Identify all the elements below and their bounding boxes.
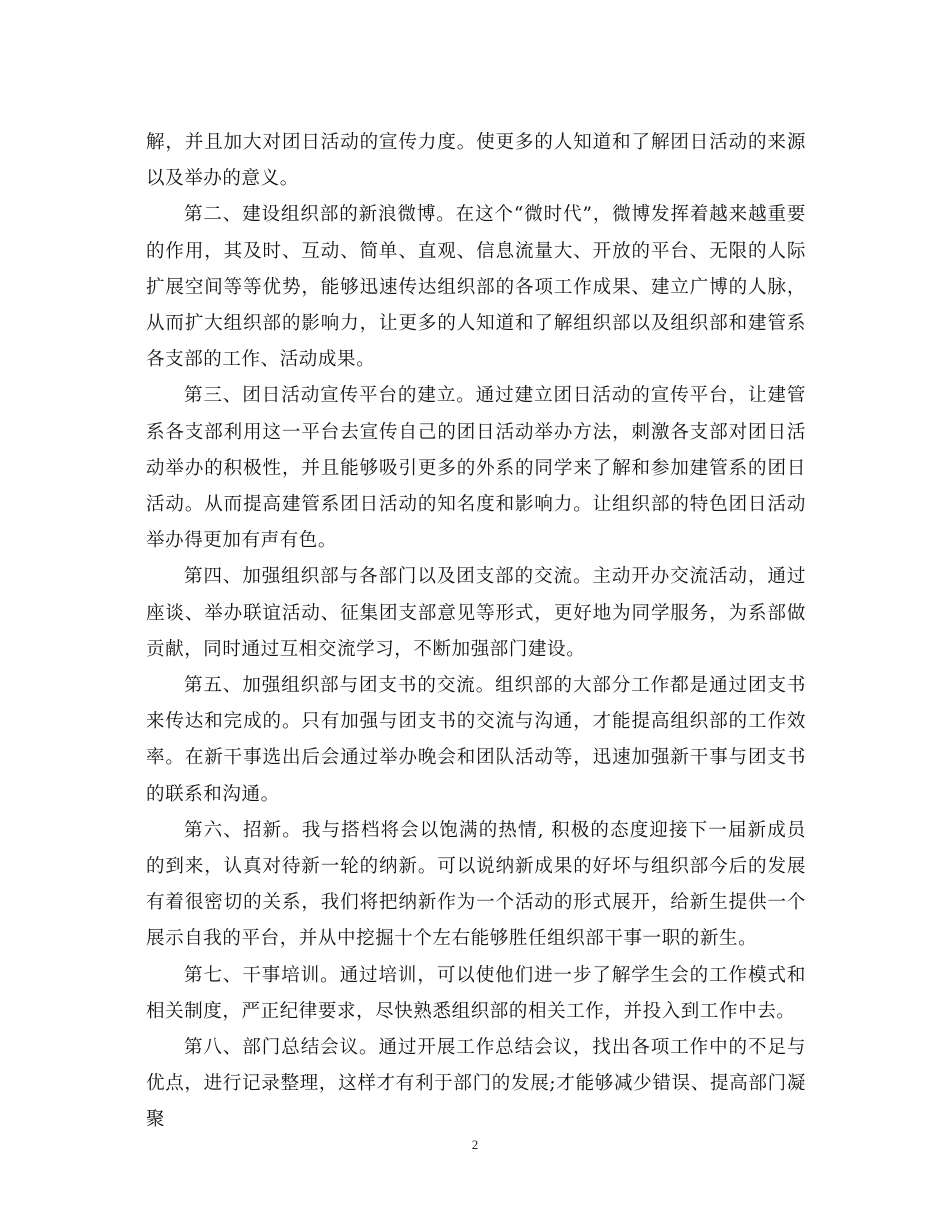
paragraph-3-platform: 第三、团日活动宣传平台的建立。通过建立团日活动的宣传平台，让建管系各支部利用这一平台去宣传自己的团日活动举办方法，刺激各支部对团日活动举办的积极性，并且能够吸引更多的外系的同学来了解和参加建管系的团日活动。从而提高建管系团日活动的知名度和影响力。让组织部的特色团日活动举办得更加有声有色。 (146, 385, 806, 552)
paragraph-continuation: 解，并且加大对团日活动的宣传力度。使更多的人知道和了解团日活动的来源以及举办的意义。 (146, 132, 806, 190)
paragraph-6-recruitment: 第六、招新。我与搭档将会以饱满的热情, 积极的态度迎接下一届新成员的到来，认真对待新一轮的纳新。可以说纳新成果的好坏与组织部今后的发展有着很密切的关系，我们将把纳新作为一个活动的形式展开，给新生提供一个展示自我的平台，并从中挖掘十个左右能够胜任组织部干事一职的新生。 (146, 819, 806, 950)
paragraph-7-training: 第七、干事培训。通过培训，可以使他们进一步了解学生会的工作模式和相关制度，严正纪律要求，尽快熟悉组织部的相关工作，并投入到工作中去。 (146, 964, 806, 1022)
document-body (146, 125, 806, 1139)
page-number: 2 (471, 1137, 479, 1152)
paragraph-2-weibo: 第二、建设组织部的新浪微博。在这个“微时代”，微博发挥着越来越重要的作用，其及时、互动、简单、直观、信息流量大、开放的平台、无限的人际扩展空间等等优势，能够迅速传达组织部的各项工作成果、建立广博的人脉，从而扩大组织部的影响力，让更多的人知道和了解组织部以及组织部和建管系各支部的工作、活动成果。 (146, 204, 806, 371)
paragraph-8-summary: 第八、部门总结会议。通过开展工作总结会议，找出各项工作中的不足与优点，进行记录整理，这样才有利于部门的发展;才能够减少错误、提高部门凝聚 (146, 1037, 806, 1131)
paragraph-5-secretary: 第五、加强组织部与团支书的交流。组织部的大部分工作都是通过团支书来传达和完成的。只有加强与团支书的交流与沟通，才能提高组织部的工作效率。在新干事选出后会通过举办晚会和团队活动等，迅速加强新干事与团支书的联系和沟通。 (146, 675, 806, 805)
paragraph-4-communication: 第四、加强组织部与各部门以及团支部的交流。主动开办交流活动，通过座谈、举办联谊活动、征集团支部意见等形式，更好地为同学服务，为系部做贡献，同时通过互相交流学习，不断加强部门建设。 (146, 566, 806, 660)
